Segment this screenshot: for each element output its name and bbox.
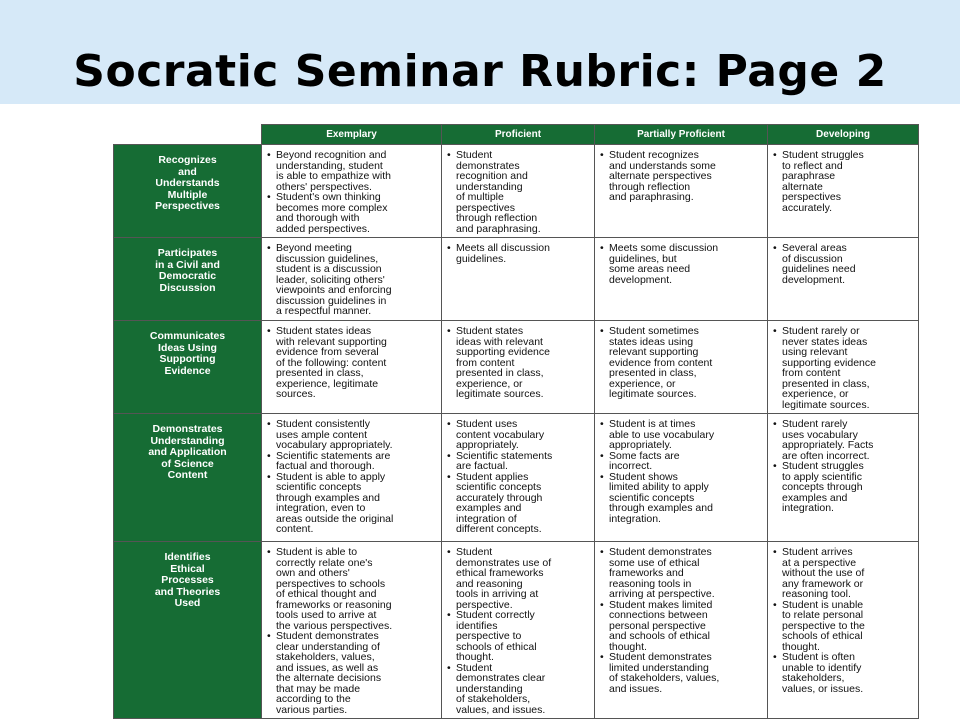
descriptor-item: [446, 547, 591, 610]
rubric-cell-exemplary: [262, 414, 442, 542]
descriptor-list: [266, 150, 438, 234]
descriptor-item: [266, 150, 438, 192]
descriptor-item: [772, 547, 915, 600]
descriptor-list: [266, 243, 438, 317]
descriptor-item: [446, 419, 591, 451]
rubric-cell-exemplary: [262, 321, 442, 414]
descriptor-item: [772, 419, 915, 461]
rubric-cell-developing: [768, 414, 919, 542]
descriptor-list: [772, 326, 915, 410]
criterion-label: Demonstrates Understanding and Application of Science Content: [148, 423, 227, 481]
descriptor-text: Student struggles to apply scientific concepts through examples and integration.: [782, 460, 864, 514]
descriptor-text: Beyond recognition and understanding, student is able to empathize with others' perspectives.: [276, 149, 391, 193]
rubric-cell-exemplary: [262, 542, 442, 719]
rubric-cell-partially-proficient: [595, 145, 768, 238]
descriptor-text: Student demonstrates some use of ethical frameworks and reasoning tools in arriving at perspective.: [609, 546, 715, 600]
descriptor-text: Student struggles to reflect and paraphrase alternate perspectives accurately.: [782, 149, 864, 214]
descriptor-item: [599, 652, 764, 694]
slide-title: Socratic Seminar Rubric: Page 2: [73, 46, 887, 97]
descriptor-list: [772, 419, 915, 514]
descriptor-text: Student makes limited connections between personal perspective and schools of ethical thought.: [609, 598, 713, 653]
criterion-label: Communicates Ideas Using Supporting Evidence: [149, 330, 226, 377]
descriptor-text: Student demonstrates limited understanding of stakeholders, values, and issues.: [609, 651, 720, 695]
descriptor-text: Student states ideas with relevant supporting evidence from several of the following: content presented in class, experience, legitimate sources.: [276, 325, 387, 400]
column-header-developing: Developing: [768, 125, 919, 145]
descriptor-text: Student applies scientific concepts accurately through examples and integration of different concepts.: [456, 470, 543, 535]
rubric-cell-partially-proficient: [595, 238, 768, 321]
descriptor-item: [772, 600, 915, 653]
descriptor-text: Some facts are incorrect.: [609, 449, 680, 472]
descriptor-item: [599, 326, 764, 400]
descriptor-text: Beyond meeting discussion guidelines, student is a discussion leader, soliciting others' viewpoints and enforcing discussion guidelines in a respectful manner.: [276, 242, 392, 317]
descriptor-list: [446, 419, 591, 535]
descriptor-item: [599, 419, 764, 451]
descriptor-text: Student shows limited ability to apply scientific concepts through examples and integration.: [609, 470, 713, 525]
descriptor-text: Scientific statements are factual and thorough.: [276, 449, 391, 472]
rubric-row: [114, 238, 919, 321]
rubric-cell-proficient: [442, 145, 595, 238]
descriptor-item: [446, 610, 591, 663]
column-header-partially-proficient: Partially Proficient: [595, 125, 768, 145]
descriptor-text: Student's own thinking becomes more complex and thorough with added perspectives.: [276, 191, 388, 235]
rubric-row: [114, 414, 919, 542]
rubric-cell-partially-proficient: [595, 321, 768, 414]
rubric-cell-proficient: [442, 542, 595, 719]
descriptor-item: [772, 461, 915, 514]
criterion-label: Recognizes and Understands Multiple Perspectives: [155, 154, 220, 212]
descriptor-text: Student consistently uses ample content vocabulary appropriately.: [276, 418, 393, 451]
criterion-cell: [114, 542, 262, 719]
criterion-cell: [114, 145, 262, 238]
descriptor-item: [266, 472, 438, 535]
descriptor-text: Student arrives at a perspective without the use of any framework or reasoning tool.: [782, 546, 865, 600]
rubric-cell-partially-proficient: [595, 542, 768, 719]
descriptor-text: Student recognizes and understands some alternate perspectives through reflection and paraphrasing.: [609, 149, 716, 203]
rubric-row: [114, 145, 919, 238]
descriptor-list: [599, 150, 764, 203]
descriptor-list: [599, 419, 764, 524]
criterion-label: Identifies Ethical Processes and Theories Used: [154, 551, 221, 609]
descriptor-text: Student is at times able to use vocabulary appropriately.: [609, 418, 715, 451]
descriptor-text: Student demonstrates clear understanding of stakeholders, values, and issues.: [456, 661, 546, 716]
rubric-cell-developing: [768, 238, 919, 321]
rubric-header-row: [114, 125, 919, 145]
descriptor-item: [446, 472, 591, 535]
descriptor-list: [599, 326, 764, 400]
rubric-row: [114, 542, 919, 719]
descriptor-text: Student is able to apply scientific concepts through examples and integration, even to areas outside the original content.: [276, 470, 394, 535]
descriptor-item: [266, 631, 438, 715]
criterion-cell: [114, 238, 262, 321]
descriptor-list: [266, 326, 438, 400]
descriptor-item: [266, 326, 438, 400]
descriptor-item: [446, 663, 591, 716]
descriptor-text: Student is often unable to identify stakeholders, values, or issues.: [782, 651, 864, 695]
descriptor-item: [266, 243, 438, 317]
rubric-corner: [114, 125, 262, 145]
descriptor-text: Scientific statements are factual.: [456, 449, 553, 472]
descriptor-item: [446, 451, 591, 472]
descriptor-list: [446, 326, 591, 400]
descriptor-item: [772, 652, 915, 694]
rubric-cell-developing: [768, 542, 919, 719]
descriptor-item: [599, 600, 764, 653]
rubric-cell-partially-proficient: [595, 414, 768, 542]
descriptor-item: [599, 472, 764, 525]
rubric-cell-developing: [768, 321, 919, 414]
descriptor-text: Student rarely or never states ideas using relevant supporting evidence from content presented in class, experience, or legitimate sources.: [782, 325, 876, 411]
descriptor-text: Student uses content vocabulary appropriately.: [456, 418, 545, 451]
descriptor-list: [772, 150, 915, 213]
descriptor-item: [266, 451, 438, 472]
descriptor-item: [599, 547, 764, 600]
rubric-cell-exemplary: [262, 145, 442, 238]
descriptor-text: Student is unable to relate personal perspective to the schools of ethical thought.: [782, 598, 865, 653]
descriptor-item: [772, 326, 915, 410]
descriptor-text: Student correctly identifies perspective to schools of ethical thought.: [456, 609, 537, 663]
descriptor-text: Student demonstrates use of ethical frameworks and reasoning tools in arriving at perspective.: [456, 546, 552, 611]
descriptor-item: [599, 451, 764, 472]
descriptor-item: [446, 243, 591, 264]
descriptor-text: Several areas of discussion guidelines need development.: [782, 242, 856, 286]
descriptor-list: [772, 547, 915, 694]
criterion-label: Participates in a Civil and Democratic Discussion: [155, 247, 220, 294]
rubric-cell-proficient: [442, 321, 595, 414]
rubric-cell-developing: [768, 145, 919, 238]
descriptor-list: [772, 243, 915, 285]
descriptor-list: [446, 243, 591, 264]
descriptor-list: [599, 243, 764, 285]
descriptor-item: [266, 419, 438, 451]
descriptor-item: [772, 150, 915, 213]
descriptor-text: Student demonstrates clear understanding of stakeholders, values, and issues, as well as the alternate decisions that may be made according to the various parties.: [276, 630, 382, 716]
descriptor-list: [446, 547, 591, 715]
descriptor-item: [266, 192, 438, 234]
descriptor-text: Student demonstrates recognition and understanding of multiple perspectives through reflection and paraphrasing.: [456, 149, 541, 235]
descriptor-text: Student rarely uses vocabulary appropriately. Facts are often incorrect.: [782, 418, 874, 462]
descriptor-item: [446, 150, 591, 234]
rubric-row: [114, 321, 919, 414]
column-header-exemplary: Exemplary: [262, 125, 442, 145]
descriptor-text: Meets all discussion guidelines.: [456, 242, 550, 265]
criterion-cell: [114, 321, 262, 414]
descriptor-list: [599, 547, 764, 694]
rubric-table: [113, 124, 919, 719]
descriptor-text: Meets some discussion guidelines, but some areas need development.: [609, 242, 719, 286]
descriptor-item: [772, 243, 915, 285]
criterion-cell: [114, 414, 262, 542]
descriptor-item: [446, 326, 591, 400]
descriptor-text: Student is able to correctly relate one's own and others' perspectives to schools of ethical thought and frameworks or reasoning tools used to arrive at the various perspectives.: [276, 546, 393, 632]
descriptor-list: [266, 419, 438, 535]
rubric-cell-exemplary: [262, 238, 442, 321]
descriptor-list: [446, 150, 591, 234]
rubric-body: [114, 145, 919, 719]
descriptor-item: [599, 150, 764, 203]
descriptor-text: Student states ideas with relevant supporting evidence from content presented in class, experience, or legitimate sources.: [456, 325, 550, 400]
rubric-cell-proficient: [442, 238, 595, 321]
column-header-proficient: Proficient: [442, 125, 595, 145]
rubric-cell-proficient: [442, 414, 595, 542]
descriptor-text: Student sometimes states ideas using relevant supporting evidence from content presented in class, experience, or legitimate sources.: [609, 325, 713, 400]
descriptor-item: [266, 547, 438, 631]
descriptor-list: [266, 547, 438, 715]
descriptor-item: [599, 243, 764, 285]
